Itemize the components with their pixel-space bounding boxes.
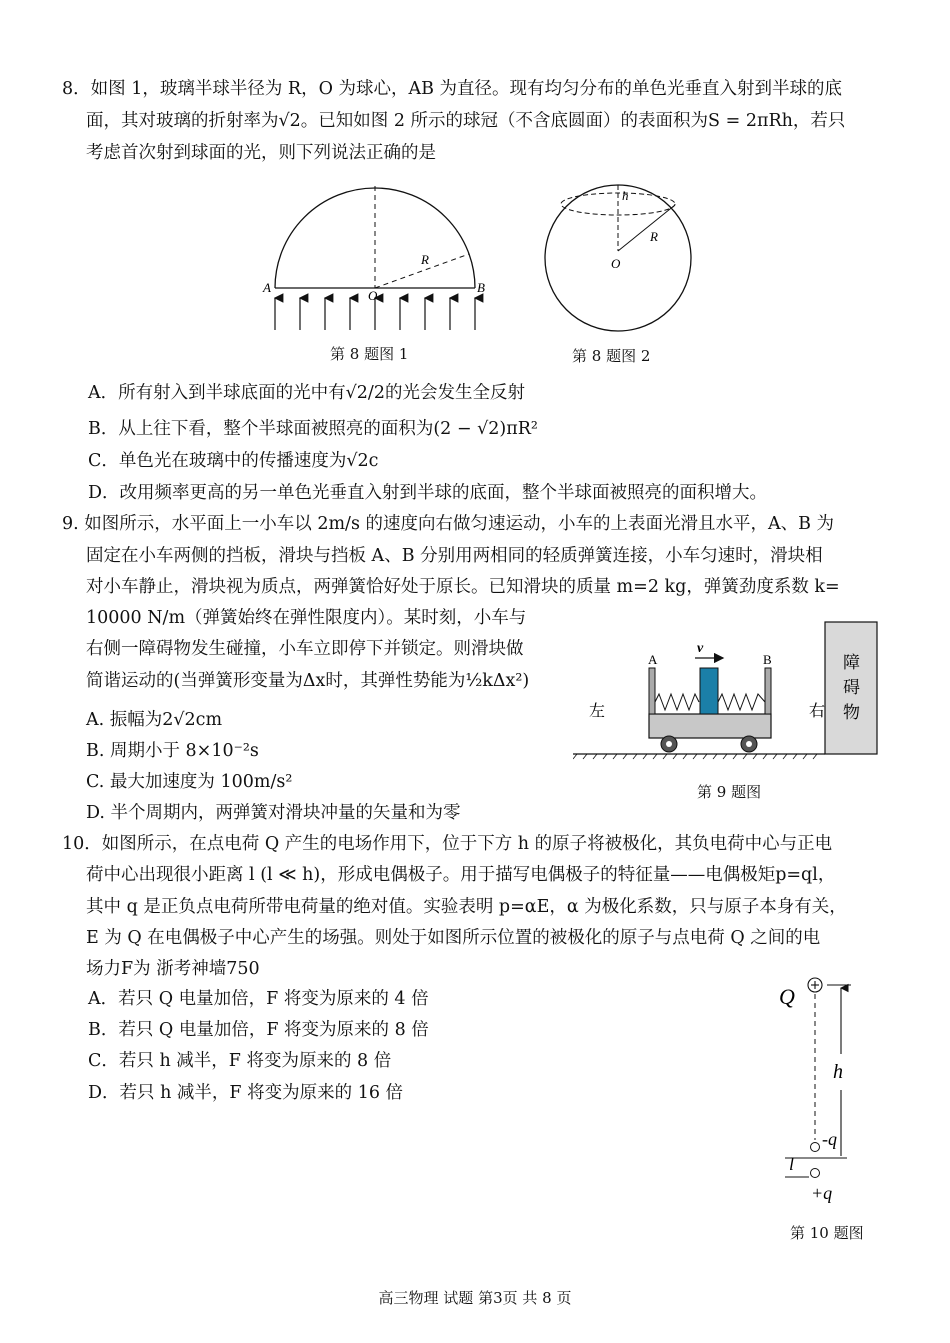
q8-fig1-caption: 第 8 题图 1 <box>330 345 409 363</box>
page-footer: 高三物理 试题 第3页 共 8 页 <box>378 1289 572 1307</box>
q8-option-b: B．从上往下看，整个半球面被照亮的面积为(2 − √2)πR² <box>88 419 538 439</box>
q10-stem-line-2: 荷中心出现很小距离 l (l ≪ h)，形成电偶极子。用于描写电偶极子的特征量——电偶极矩p=ql， <box>86 865 836 885</box>
obstacle-char-2: 碍 <box>843 678 860 697</box>
ground-hatch <box>573 754 817 759</box>
spring-left <box>655 694 699 710</box>
label-v: v <box>697 641 704 656</box>
q10-option-c: C．若只 h 减半，F 将变为原来的 8 倍 <box>88 1051 392 1071</box>
wheel-left-hub <box>666 741 672 747</box>
q9-stem-line-4: 10000 N/m（弹簧始终在弹性限度内）。某时刻，小车与 <box>86 608 527 628</box>
label-h: h <box>622 188 629 203</box>
label-a: A <box>263 280 271 295</box>
q8-figure-1 <box>255 178 495 338</box>
q10-fig-caption: 第 10 题图 <box>790 1224 864 1242</box>
q8-option-a: A．所有射入到半球底面的光中有√2/2的光会发生全反射 <box>88 383 525 403</box>
label-h: h <box>833 1061 843 1083</box>
q10-stem-line-5: 场力F为 浙考神墙750 <box>86 959 260 979</box>
q9-stem-line-3: 对小车静止，滑块视为质点，两弹簧恰好处于原长。已知滑块的质量 m=2 kg，弹簧劲度系数 k= <box>86 577 840 597</box>
label-b: B <box>477 280 485 295</box>
label-pos-q: +q <box>811 1183 833 1203</box>
q9-option-a: A. 振幅为2√2cm <box>86 710 223 730</box>
q8-stem-line-3: 考虑首次射到球面的光，则下列说法正确的是 <box>86 143 436 163</box>
q9-stem-line-6: 简谐运动的(当弹簧形变量为Δx时，其弹性势能为½kΔx²) <box>86 671 530 691</box>
radius-line <box>618 205 675 251</box>
q9-fig-caption: 第 9 题图 <box>697 783 762 801</box>
q8-option-c: C．单色光在玻璃中的传播速度为√2c <box>88 451 379 471</box>
spring-right <box>718 694 765 710</box>
q8-stem-line-2: 面，其对玻璃的折射率为√2。已知如图 2 所示的球冠（不含底圆面）的表面积为S = 2πRh，若只 <box>86 111 846 131</box>
q9-stem-line-2: 固定在小车两侧的挡板，滑块与挡板 A、B 分别用两相同的轻质弹簧连接，小车匀速时，滑块相 <box>86 546 823 566</box>
label-o: O <box>611 256 621 271</box>
label-b: B <box>763 652 772 667</box>
label-r: R <box>650 229 658 244</box>
negative-charge <box>811 1143 820 1152</box>
label-neg-q: -q <box>822 1129 837 1149</box>
positive-charge <box>811 1169 820 1178</box>
q10-option-d: D．若只 h 减半，F 将变为原来的 16 倍 <box>88 1083 404 1103</box>
q8-fig2-caption: 第 8 题图 2 <box>572 347 651 365</box>
label-l: l <box>789 1154 795 1174</box>
q8-option-d: D．改用频率更高的另一单色光垂直入射到半球的底面，整个半球面被照亮的面积增大。 <box>88 483 768 503</box>
label-o: O <box>368 288 378 303</box>
q10-figure <box>775 972 885 1212</box>
q10-stem-line-3: 其中 q 是正负点电荷所带电荷量的绝对值。实验表明 p=αE，α 为极化系数，只与原子本身有关， <box>86 897 847 917</box>
baffle-b <box>765 668 771 714</box>
q9-stem-line-1: 9. 如图所示，水平面上一小车以 2m/s 的速度向右做匀速运动，小车的上表面光滑且水平，A、B 为 <box>62 514 835 534</box>
obstacle-char-1: 障 <box>843 653 860 672</box>
q9-figure <box>573 618 893 763</box>
q8-stem-line-1: 8．如图 1，玻璃半球半径为 R，O 为球心，AB 为直径。现有均匀分布的单色光垂直入射到半球的底 <box>62 79 843 99</box>
slider-block <box>700 668 718 714</box>
label-right: 右 <box>809 703 826 720</box>
q10-stem-line-1: 10．如图所示，在点电荷 Q 产生的电场作用下，位于下方 h 的原子将被极化，其负电荷中心与正电 <box>62 834 833 854</box>
q9-option-c: C. 最大加速度为 100m/s² <box>86 772 293 792</box>
obstacle-char-3: 物 <box>843 703 860 722</box>
q9-option-b: B. 周期小于 8×10⁻²s <box>86 741 259 761</box>
q9-stem-line-5: 右侧一障碍物发生碰撞，小车立即停下并锁定。则滑块做 <box>86 639 524 659</box>
baffle-a <box>649 668 655 714</box>
q10-option-b: B．若只 Q 电量加倍，F 将变为原来的 8 倍 <box>88 1020 429 1040</box>
label-a: A <box>648 652 658 667</box>
q10-stem-line-4: E 为 Q 在电偶极子中心产生的场强。则处于如图所示位置的被极化的原子与点电荷 Q 之间的电 <box>86 928 821 948</box>
wheel-right-hub <box>746 741 752 747</box>
hemisphere-arc <box>275 188 475 288</box>
q9-option-d: D. 半个周期内，两弹簧对滑块冲量的矢量和为零 <box>86 803 461 823</box>
q8-figure-2 <box>543 183 693 333</box>
q10-option-a: A．若只 Q 电量加倍，F 将变为原来的 4 倍 <box>88 989 429 1009</box>
cart-body <box>649 714 771 738</box>
label-r: R <box>421 252 429 267</box>
label-left: 左 <box>589 703 606 720</box>
label-q: Q <box>779 984 795 1009</box>
